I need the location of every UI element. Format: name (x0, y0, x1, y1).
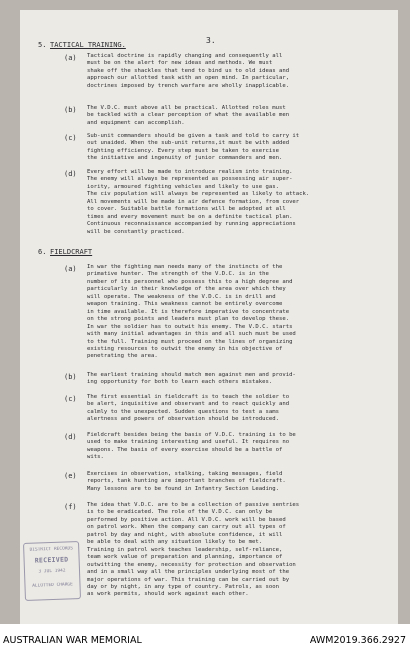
received-stamp (23, 541, 81, 601)
paragraph-line: and equipment can accomplish. (87, 119, 185, 126)
paragraph-line: All movements will be made in air defence formation, from cover (87, 198, 300, 205)
paragraph-line: shake off the shackles that tend to bind us to old ideas and (87, 67, 290, 74)
paragraph-5a-label: (a) (64, 54, 77, 62)
paragraph-5d (87, 169, 391, 236)
paragraph-6e-label: (e) (64, 472, 77, 480)
paragraph-5b-label: (b) (64, 106, 77, 114)
paragraph-line: on patrol work. When the company can carry out all types of (87, 524, 286, 531)
stamp-line: DISTRICT RECORDS (29, 546, 73, 553)
section-5-number: 5. (38, 41, 47, 49)
section-6-heading: FIELDCRAFT (50, 248, 93, 256)
paragraph-line: The civ population will always be represented as likely to attack. (87, 191, 310, 198)
paragraph-line: alertness and powers of observation should be introduced. (87, 416, 279, 423)
caption-bar (0, 624, 410, 653)
paragraph-line: Many lessons are to be found in Infantry Section Leading. (87, 485, 279, 492)
paragraph-6d (87, 432, 391, 462)
paragraph-line: Exercises in observation, stalking, taking messages, field (87, 471, 283, 477)
paragraph-line: ing opportunity for both to learn each others mistakes. (87, 379, 273, 386)
paragraph-line: weapon training. This weakness cannot be entirely overcome (87, 301, 283, 308)
paragraph-line: to the full. Training must proceed on the lines of organizing (87, 338, 293, 345)
paragraph-line: The idea that V.D.C. are to be a collection of passive sentries (87, 502, 300, 508)
document-page (20, 10, 398, 624)
paragraph-line: used to make training interesting and useful. It requires no (87, 439, 290, 446)
section-5-heading: TACTICAL TRAINING. (50, 41, 126, 49)
paragraph-line: iority, armoured fighting vehicles and likely to use gas. (87, 183, 279, 190)
paragraph-line: will be constantly practiced. (87, 228, 185, 235)
paragraph-6f (87, 502, 391, 599)
paragraph-line: calmly to the unexpected. Sudden questions to test a sams (87, 408, 279, 415)
paragraph-line: weapons. The basis of every exercise should be a battle of (87, 446, 283, 453)
paragraph-6d-label: (d) (64, 433, 77, 441)
paragraph-line: must be on the alert for new ideas and methods. We must (87, 60, 273, 67)
paragraph-5c (87, 133, 391, 163)
paragraph-line: The earliest training should match men against men and provid- (87, 372, 296, 378)
paragraph-line: patrol by day and night, with absolute confidence, it will (87, 531, 283, 538)
accession-number: AWM2019.366.2927 (309, 635, 406, 646)
paragraph-line: The first essential in fieldcraft is to teach the soldier to (87, 394, 290, 400)
paragraph-6b-label: (b) (64, 373, 77, 381)
paragraph-5d-label: (d) (64, 170, 77, 178)
paragraph-line: Tactical doctrine is rapidly changing and consequently all (87, 53, 283, 59)
paragraph-line: In war the fighting man needs many of the instincts of the (87, 264, 283, 270)
paragraph-line: major operations of war. This training can be carried out by (87, 576, 290, 583)
section-6-number: 6. (38, 248, 47, 256)
paragraph-line: number of its personnel who possess this to a high degree and (87, 278, 293, 285)
paragraph-line: will operate. The weakness of the V.D.C. is in drill and (87, 293, 276, 300)
paragraph-line: as work permits, should work against each other. (87, 591, 249, 598)
paragraph-line: The enemy will always be represented as possessing air super- (87, 176, 293, 183)
paragraph-5c-label: (c) (64, 134, 77, 142)
paragraph-line: on the strong points and leaders must plan to develop these. (87, 316, 290, 323)
paragraph-line: be alert, inquisitive and observant and to react quickly and (87, 401, 290, 408)
paragraph-6c (87, 394, 391, 424)
paragraph-line: penetrating the area. (87, 353, 158, 360)
paragraph-line: in time available. It is therefore imperative to concentrate (87, 308, 290, 315)
paragraph-line: team work value of preparation and planning, importance of (87, 554, 283, 561)
paragraph-line: existing resources to outwit the enemy in his objective of (87, 345, 283, 352)
paragraph-line: wits. (87, 454, 104, 461)
paragraph-line: with many initial advantages in this and all such must be used (87, 331, 296, 338)
paragraph-line: be tackled with a clear perception of what the available men (87, 112, 290, 119)
paragraph-6a (87, 264, 391, 361)
paragraph-line: Sub-unit commanders should be given a task and told to carry it (87, 133, 300, 139)
paragraph-line: to cover. Suitable battle formations will be adopted at all (87, 206, 286, 213)
stamp-line: RECEIVED (34, 555, 69, 565)
paragraph-line: outwitting the enemy, necessity for protection and observation (87, 561, 296, 568)
paragraph-line: day or by night, in any type of country. Patrols, as soon (87, 583, 279, 590)
paragraph-line: particularly in their knowledge of the area over which they (87, 286, 286, 293)
paragraph-line: primative hunter. The strength of the V.D.C. is in the (87, 271, 269, 278)
paragraph-line: Fieldcraft besides being the basis of V.D.C. training is to be (87, 432, 296, 438)
paragraph-line: and in a small way all the principles underlying most of the (87, 569, 290, 576)
paragraph-line: the initiative and ingenuity of junior commanders and men. (87, 155, 283, 162)
paragraph-line: be able to deal with any situation likely to be met. (87, 539, 263, 546)
paragraph-line: out unaided. When the sub-unit returns,it must be with added (87, 140, 290, 147)
stamp-line: 3 JUL 1942 (38, 568, 66, 575)
paragraph-line: fighting efficiency. Every step must be taken to exercise (87, 147, 279, 154)
paragraph-line: performed by positive action. All V.D.C. work will be based (87, 516, 286, 523)
page-number: 3. (206, 36, 216, 45)
paragraph-line: Every effort will be made to introduce realism into training. (87, 169, 293, 175)
paragraph-line: reports, tank hunting are important branches of fieldcraft. (87, 478, 286, 485)
paragraph-line: times and every movement must be on a definite tactical plan. (87, 213, 293, 220)
paragraph-6b (87, 372, 391, 387)
paragraph-line: doctrines imposed by trench warfare are wholly inapplicable. (87, 82, 290, 89)
paragraph-line: Training in patrol work teaches leadership, self-reliance, (87, 546, 283, 553)
paragraph-6f-label: (f) (64, 503, 77, 511)
paragraph-6c-label: (c) (64, 395, 77, 403)
paragraph-5a (87, 53, 391, 90)
stamp-line: ALLOTTED CHARGE (32, 582, 73, 589)
paragraph-5b (87, 105, 391, 127)
paragraph-line: Continuous reconnaissance accompanied by running appreciations (87, 221, 296, 228)
paragraph-6e (87, 471, 391, 493)
paragraph-line: The V.D.C. must above all be practical. Allotted roles must (87, 105, 286, 111)
paragraph-line: is to be eradicated. The role of the V.D.C. can only be (87, 509, 273, 516)
paragraph-6a-label: (a) (64, 265, 77, 273)
institution-name: AUSTRALIAN WAR MEMORIAL (3, 635, 142, 646)
paragraph-line: In war the soldier has to outwit his enemy. The V.D.C. starts (87, 323, 293, 330)
paragraph-line: approach our allotted task with an open mind. In particular, (87, 75, 290, 82)
